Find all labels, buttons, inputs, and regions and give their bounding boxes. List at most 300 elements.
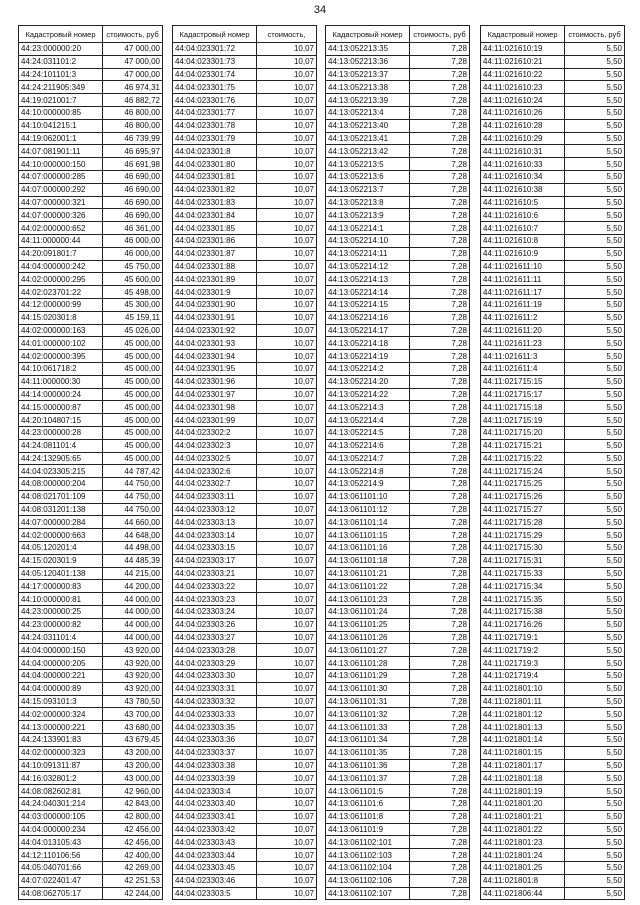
cost-cell: 10,07 (257, 734, 317, 747)
cost-cell: 5,50 (565, 362, 625, 375)
cadastral-number-cell: 44:04:023301:95 (173, 362, 257, 375)
cadastral-number-cell: 44:04:023303:36 (173, 734, 257, 747)
table-row (481, 132, 625, 145)
cadastral-number-cell: 44:04:023301:92 (173, 324, 257, 337)
table-row (481, 874, 625, 887)
table-row (481, 401, 625, 414)
cost-cell: 5,50 (565, 439, 625, 452)
cadastral-number-cell: 44:11:021610:29 (481, 132, 565, 145)
cadastral-number-cell: 44:11:021719:2 (481, 644, 565, 657)
table-row (173, 81, 317, 94)
table-row (173, 503, 317, 516)
table-row (19, 81, 163, 94)
cadastral-number-cell: 44:11:021611:2 (481, 311, 565, 324)
table-row (173, 746, 317, 759)
cadastral-number-cell: 44:13:052214:16 (326, 311, 410, 324)
cost-cell: 10,07 (257, 862, 317, 875)
table-row (173, 311, 317, 324)
cadastral-number-cell: 44:11:021610:9 (481, 247, 565, 260)
cadastral-number-cell: 44:11:021715:30 (481, 542, 565, 555)
cost-cell: 7,28 (410, 823, 470, 836)
cost-cell: 44 000,00 (103, 618, 163, 631)
cadastral-number-cell: 44:15:020301:8 (19, 311, 103, 324)
cost-cell: 10,07 (257, 478, 317, 491)
table-row (19, 465, 163, 478)
cost-cell: 7,28 (410, 170, 470, 183)
table-row (173, 836, 317, 849)
table-row (173, 401, 317, 414)
cadastral-number-cell: 44:11:021715:18 (481, 401, 565, 414)
cost-cell: 5,50 (565, 414, 625, 427)
cadastral-number-cell: 44:10:000000:85 (19, 106, 103, 119)
cost-cell: 10,07 (257, 708, 317, 721)
cost-cell: 10,07 (257, 375, 317, 388)
cadastral-number-cell: 44:08:031201:138 (19, 503, 103, 516)
header-cost: стоимость, руб (565, 26, 625, 43)
cost-cell: 42 456,00 (103, 836, 163, 849)
cadastral-number-cell: 44:13:061102:107 (326, 887, 410, 900)
table-row (326, 823, 470, 836)
cadastral-number-cell: 44:10:041215:1 (19, 119, 103, 132)
table-row (481, 55, 625, 68)
table-row (481, 68, 625, 81)
cadastral-number-cell: 44:13:061101:15 (326, 529, 410, 542)
cadastral-number-cell: 44:13:061101:5 (326, 785, 410, 798)
table-row (173, 670, 317, 683)
table-row (481, 119, 625, 132)
cadastral-number-cell: 44:13:061101:10 (326, 490, 410, 503)
cadastral-number-cell: 44:11:021801:10 (481, 682, 565, 695)
cadastral-number-cell: 44:15:020301:9 (19, 554, 103, 567)
table-row (326, 721, 470, 734)
cost-cell: 5,50 (565, 324, 625, 337)
cadastral-number-cell: 44:04:023301:73 (173, 55, 257, 68)
cadastral-number-cell: 44:11:021715:19 (481, 414, 565, 427)
table-row (481, 631, 625, 644)
table-row (173, 862, 317, 875)
cost-cell: 10,07 (257, 593, 317, 606)
table-row (326, 593, 470, 606)
cost-cell: 46 000,00 (103, 234, 163, 247)
table-row (481, 593, 625, 606)
cadastral-number-cell: 44:11:021715:29 (481, 529, 565, 542)
cost-cell: 5,50 (565, 734, 625, 747)
table-row (19, 196, 163, 209)
cost-cell: 7,28 (410, 810, 470, 823)
cadastral-number-cell: 44:23:000000:25 (19, 606, 103, 619)
table-row (173, 798, 317, 811)
table-row (481, 708, 625, 721)
cost-cell: 10,07 (257, 222, 317, 235)
cost-cell: 43 920,00 (103, 644, 163, 657)
cost-cell: 5,50 (565, 670, 625, 683)
cadastral-number-cell: 44:23:000000:82 (19, 618, 103, 631)
cost-cell: 5,50 (565, 695, 625, 708)
cost-cell: 10,07 (257, 119, 317, 132)
cost-cell: 7,28 (410, 414, 470, 427)
cost-cell: 44 200,00 (103, 580, 163, 593)
cadastral-number-cell: 44:11:021610:7 (481, 222, 565, 235)
cost-cell: 10,07 (257, 746, 317, 759)
cost-cell: 46 739,99 (103, 132, 163, 145)
cadastral-number-cell: 44:07:000000:292 (19, 183, 103, 196)
cadastral-number-cell: 44:02:000000:163 (19, 324, 103, 337)
cadastral-number-cell: 44:04:023305:215 (19, 465, 103, 478)
cost-cell: 5,50 (565, 350, 625, 363)
cadastral-number-cell: 44:13:052213:37 (326, 68, 410, 81)
table-row (326, 874, 470, 887)
cost-cell: 43 680,00 (103, 721, 163, 734)
cadastral-number-cell: 44:11:021610:8 (481, 234, 565, 247)
cadastral-number-cell: 44:04:023303:35 (173, 721, 257, 734)
cost-cell: 43 000,00 (103, 772, 163, 785)
cadastral-number-cell: 44:24:133901:83 (19, 734, 103, 747)
table-row (173, 465, 317, 478)
cost-cell: 44 485,39 (103, 554, 163, 567)
table-row (481, 439, 625, 452)
cost-cell: 5,50 (565, 94, 625, 107)
cadastral-number-cell: 44:04:023303:15 (173, 542, 257, 555)
cost-cell: 10,07 (257, 439, 317, 452)
cost-cell: 10,07 (257, 94, 317, 107)
cost-cell: 10,07 (257, 836, 317, 849)
table-row (326, 478, 470, 491)
cost-cell: 42 400,00 (103, 849, 163, 862)
cost-cell: 5,50 (565, 849, 625, 862)
cadastral-number-cell: 44:04:023301:77 (173, 106, 257, 119)
cadastral-number-cell: 44:04:023301:84 (173, 209, 257, 222)
cost-cell: 10,07 (257, 43, 317, 56)
cost-cell: 5,50 (565, 772, 625, 785)
cost-cell: 5,50 (565, 170, 625, 183)
cadastral-number-cell: 44:23:000000:20 (19, 43, 103, 56)
cadastral-number-cell: 44:13:061101:21 (326, 567, 410, 580)
cost-cell: 7,28 (410, 452, 470, 465)
cadastral-number-cell: 44:07:000000:284 (19, 516, 103, 529)
table-row (173, 119, 317, 132)
cadastral-number-cell: 44:04:023303:11 (173, 490, 257, 503)
table-row (326, 94, 470, 107)
table-row (19, 606, 163, 619)
cost-cell: 10,07 (257, 196, 317, 209)
cost-cell: 10,07 (257, 682, 317, 695)
cadastral-number-cell: 44:11:021715:17 (481, 388, 565, 401)
cadastral-number-cell: 44:08:000000:204 (19, 478, 103, 491)
cadastral-number-cell: 44:13:052213:40 (326, 119, 410, 132)
cadastral-number-cell: 44:02:000000:395 (19, 350, 103, 363)
cadastral-number-cell: 44:04:023302:5 (173, 452, 257, 465)
cadastral-number-cell: 44:04:023301:93 (173, 337, 257, 350)
cadastral-number-cell: 44:12:000000:99 (19, 298, 103, 311)
cadastral-number-cell: 44:04:023301:96 (173, 375, 257, 388)
table-row (19, 529, 163, 542)
table-row (326, 887, 470, 900)
cadastral-number-cell: 44:11:021715:22 (481, 452, 565, 465)
table-row (173, 759, 317, 772)
table-row (19, 119, 163, 132)
cost-cell: 5,50 (565, 606, 625, 619)
cost-cell: 43 700,00 (103, 708, 163, 721)
cadastral-number-cell: 44:11:021719:1 (481, 631, 565, 644)
table-row (481, 887, 625, 900)
cost-cell: 5,50 (565, 234, 625, 247)
table-row (19, 132, 163, 145)
table-row (326, 554, 470, 567)
cadastral-number-cell: 44:11:021610:19 (481, 43, 565, 56)
cadastral-number-cell: 44:04:023303:26 (173, 618, 257, 631)
table-row (326, 247, 470, 260)
cadastral-number-cell: 44:08:021701:109 (19, 490, 103, 503)
cost-cell: 5,50 (565, 222, 625, 235)
cost-cell: 7,28 (410, 298, 470, 311)
cost-cell: 7,28 (410, 55, 470, 68)
cadastral-number-cell: 44:05:120201:4 (19, 542, 103, 555)
cadastral-number-cell: 44:04:023303:12 (173, 503, 257, 516)
cost-cell: 7,28 (410, 836, 470, 849)
cost-cell: 45 600,00 (103, 273, 163, 286)
table-row (326, 145, 470, 158)
table-row (173, 375, 317, 388)
cost-cell: 5,50 (565, 874, 625, 887)
table-row (481, 81, 625, 94)
cost-cell: 5,50 (565, 119, 625, 132)
cost-cell: 7,28 (410, 273, 470, 286)
cadastral-number-cell: 44:11:021715:33 (481, 567, 565, 580)
table-row (326, 746, 470, 759)
cadastral-number-cell: 44:13:052214:22 (326, 388, 410, 401)
table-row (326, 234, 470, 247)
table-row (173, 721, 317, 734)
table-row (19, 785, 163, 798)
cost-cell: 5,50 (565, 503, 625, 516)
table-row (173, 554, 317, 567)
cost-cell: 7,28 (410, 401, 470, 414)
cadastral-number-cell: 44:13:000000:221 (19, 721, 103, 734)
cadastral-number-cell: 44:07:000000:321 (19, 196, 103, 209)
cost-cell: 7,28 (410, 849, 470, 862)
cadastral-number-cell: 44:13:052214:7 (326, 452, 410, 465)
cost-cell: 5,50 (565, 682, 625, 695)
cost-cell: 46 690,00 (103, 209, 163, 222)
cost-cell: 10,07 (257, 823, 317, 836)
cost-cell: 10,07 (257, 132, 317, 145)
cost-cell: 5,50 (565, 43, 625, 56)
cadastral-number-cell: 44:11:021610:33 (481, 158, 565, 171)
table-row (481, 759, 625, 772)
cost-cell: 10,07 (257, 490, 317, 503)
cadastral-number-cell: 44:04:023303:4 (173, 785, 257, 798)
table-row (19, 106, 163, 119)
cadastral-number-cell: 44:13:061101:34 (326, 734, 410, 747)
cadastral-number-cell: 44:04:023301:80 (173, 158, 257, 171)
table-row (19, 593, 163, 606)
cost-cell: 10,07 (257, 606, 317, 619)
table-row (481, 542, 625, 555)
cost-cell: 5,50 (565, 465, 625, 478)
cost-cell: 7,28 (410, 734, 470, 747)
table-row (19, 170, 163, 183)
cadastral-number-cell: 44:04:023302:3 (173, 439, 257, 452)
cadastral-number-cell: 44:04:023303:22 (173, 580, 257, 593)
cadastral-number-cell: 44:04:023301:85 (173, 222, 257, 235)
table-row (19, 695, 163, 708)
cadastral-number-cell: 44:13:052214:20 (326, 375, 410, 388)
table-row (19, 234, 163, 247)
cadastral-number-cell: 44:11:021610:22 (481, 68, 565, 81)
cadastral-number-cell: 44:04:023301:76 (173, 94, 257, 107)
cost-cell: 42 843,00 (103, 798, 163, 811)
table-row (326, 503, 470, 516)
cost-cell: 10,07 (257, 209, 317, 222)
table-row (19, 362, 163, 375)
cost-cell: 7,28 (410, 337, 470, 350)
cadastral-number-cell: 44:11:021801:18 (481, 772, 565, 785)
table-row (326, 785, 470, 798)
cost-cell: 47 000,00 (103, 55, 163, 68)
cost-cell: 10,07 (257, 260, 317, 273)
cadastral-number-cell: 44:13:052214:6 (326, 439, 410, 452)
cadastral-number-cell: 44:04:023303:38 (173, 759, 257, 772)
cadastral-number-cell: 44:13:052214:18 (326, 337, 410, 350)
table-row (173, 452, 317, 465)
table-row (19, 516, 163, 529)
table-row (173, 273, 317, 286)
cost-cell: 45 000,00 (103, 401, 163, 414)
cadastral-number-cell: 44:02:000000:663 (19, 529, 103, 542)
cadastral-number-cell: 44:04:023301:83 (173, 196, 257, 209)
table-row (173, 260, 317, 273)
table-row (19, 55, 163, 68)
table-row (173, 55, 317, 68)
cost-cell: 10,07 (257, 426, 317, 439)
cost-cell: 45 000,00 (103, 337, 163, 350)
cadastral-number-cell: 44:11:021610:31 (481, 145, 565, 158)
table-row (481, 234, 625, 247)
cost-cell: 7,28 (410, 567, 470, 580)
cost-cell: 7,28 (410, 81, 470, 94)
table-row (173, 529, 317, 542)
cost-cell: 46 690,00 (103, 170, 163, 183)
table-row (19, 273, 163, 286)
cadastral-number-cell: 44:11:021610:21 (481, 55, 565, 68)
table-row (326, 388, 470, 401)
cost-cell: 7,28 (410, 516, 470, 529)
table-row (481, 311, 625, 324)
cadastral-number-cell: 44:13:061101:18 (326, 554, 410, 567)
cost-cell: 45 000,00 (103, 439, 163, 452)
cost-cell: 46 690,00 (103, 196, 163, 209)
cost-cell: 10,07 (257, 350, 317, 363)
header-cadastral-number: Кадастровый номер (326, 26, 410, 43)
table-row (481, 554, 625, 567)
cadastral-number-cell: 44:07:081901:11 (19, 145, 103, 158)
header-cost: стоимость, руб (410, 26, 470, 43)
cost-cell: 10,07 (257, 721, 317, 734)
cost-cell: 45 300,00 (103, 298, 163, 311)
cost-cell: 45 000,00 (103, 350, 163, 363)
cadastral-number-cell: 44:13:052214:19 (326, 350, 410, 363)
cadastral-number-cell: 44:14:000000:24 (19, 388, 103, 401)
cadastral-number-cell: 44:04:023301:79 (173, 132, 257, 145)
cost-cell: 10,07 (257, 785, 317, 798)
cadastral-number-cell: 44:11:021801:22 (481, 823, 565, 836)
table-row (481, 478, 625, 491)
cost-cell: 45 026,00 (103, 324, 163, 337)
table-row (481, 286, 625, 299)
table-row (481, 810, 625, 823)
table-header-row (19, 26, 163, 43)
cadastral-table-2 (172, 25, 317, 900)
cadastral-number-cell: 44:11:021611:10 (481, 260, 565, 273)
cost-cell: 7,28 (410, 94, 470, 107)
table-row (19, 145, 163, 158)
cost-cell: 10,07 (257, 362, 317, 375)
cadastral-number-cell: 44:13:052213:5 (326, 158, 410, 171)
table-row (173, 439, 317, 452)
table-row (326, 324, 470, 337)
cost-cell: 7,28 (410, 772, 470, 785)
cost-cell: 7,28 (410, 222, 470, 235)
table-row (173, 426, 317, 439)
cadastral-number-cell: 44:11:021715:38 (481, 606, 565, 619)
table-row (173, 388, 317, 401)
cost-cell: 7,28 (410, 542, 470, 555)
table-row (19, 388, 163, 401)
cost-cell: 5,50 (565, 260, 625, 273)
cost-cell: 7,28 (410, 247, 470, 260)
cadastral-number-cell: 44:04:023303:27 (173, 631, 257, 644)
cadastral-number-cell: 44:15:000000:87 (19, 401, 103, 414)
table-row (326, 286, 470, 299)
cost-cell: 46 800,00 (103, 106, 163, 119)
cadastral-number-cell: 44:15:093101:3 (19, 695, 103, 708)
table-row (481, 337, 625, 350)
cost-cell: 43 780,50 (103, 695, 163, 708)
table-row (173, 94, 317, 107)
cadastral-number-cell: 44:04:023301:88 (173, 260, 257, 273)
table-row (481, 503, 625, 516)
cadastral-number-cell: 44:13:061101:29 (326, 670, 410, 683)
cadastral-number-cell: 44:04:023301:82 (173, 183, 257, 196)
cost-cell: 5,50 (565, 55, 625, 68)
table-row (481, 414, 625, 427)
cost-cell: 10,07 (257, 106, 317, 119)
cost-cell: 5,50 (565, 106, 625, 119)
cadastral-number-cell: 44:13:052214:14 (326, 286, 410, 299)
table-row (481, 94, 625, 107)
table-row (173, 106, 317, 119)
cadastral-number-cell: 44:13:052213:7 (326, 183, 410, 196)
table-row (481, 580, 625, 593)
table-row (173, 298, 317, 311)
table-row (173, 478, 317, 491)
cadastral-number-cell: 44:10:091311:87 (19, 759, 103, 772)
cost-cell: 44 750,00 (103, 478, 163, 491)
table-row (19, 618, 163, 631)
cadastral-number-cell: 44:04:023303:45 (173, 862, 257, 875)
cadastral-number-cell: 44:04:023303:17 (173, 554, 257, 567)
cost-cell: 10,07 (257, 670, 317, 683)
table-row (173, 631, 317, 644)
table-row (19, 503, 163, 516)
cadastral-number-cell: 44:04:023301:72 (173, 43, 257, 56)
table-row (173, 772, 317, 785)
cost-cell: 7,28 (410, 593, 470, 606)
cadastral-number-cell: 44:04:023303:5 (173, 887, 257, 900)
cost-cell: 7,28 (410, 43, 470, 56)
cost-cell: 7,28 (410, 695, 470, 708)
table-header-row (326, 26, 470, 43)
